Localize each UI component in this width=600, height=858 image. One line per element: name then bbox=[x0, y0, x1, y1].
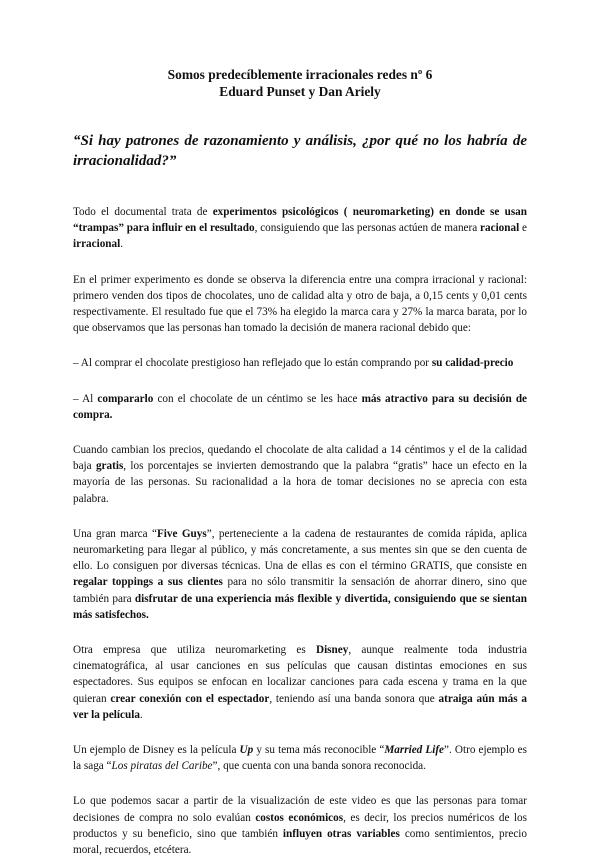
paragraph-intro: Todo el documental trata de experimentos psicológicos ( neuromarketing) en donde se usan “trampas” para influir en el resultado, consiguiendo que las personas actúen de manera racional e irracional. bbox=[73, 206, 527, 251]
paragraph-disney-example: Un ejemplo de Disney es la película Up y su tema más reconocible “Married Life”. Otro ejemplo es la saga “Los piratas del Caribe”, que cuenta con una banda sonora reconocida. bbox=[73, 744, 527, 773]
paragraph-five-guys: Una gran marca “Five Guys”, perteneciente a la cadena de restaurantes de comida rápida, aplica neuromarketing para llegar al público, y más concretamente, a sus mentes sin que se den cuenta de ello. Lo consiguen por diversas técnicas. Una de ellas es con el término GRATIS, que consiste en regalar toppings a sus clientes para no sólo transmitir la sensación de ahorrar dinero, sino que también para disfrutar de una experiencia más flexible y divertida, consiguiendo que se sientan más satisfechos. bbox=[73, 527, 528, 621]
paragraph-disney: Otra empresa que utiliza neuromarketing es Disney, aunque realmente toda industria cinematográfica, al usar canciones en sus películas que causan distintas emociones en sus espectadores. Sus equipos se enfocan en localizar canciones para cada escena y trama en la que quieran crear conexión con el espectador, teniendo así una banda sonora que atraiga aún más a ver la película. bbox=[73, 644, 528, 721]
document-title bbox=[73, 66, 527, 100]
paragraph-bullet-compare: – Al compararlo con el chocolate de un céntimo se les hace más atractivo para su decisión de compra. bbox=[73, 392, 528, 421]
title-line-1: Somos predecíblemente irracionales redes nº 6 bbox=[167, 67, 433, 82]
title-line-2: Eduard Punset y Dan Ariely bbox=[219, 84, 381, 99]
paragraph-conclusion: Lo que podemos sacar a partir de la visualización de este video es que las personas para tomar decisiones de compra no solo evalúan costos económicos, es decir, los precios numéricos de los productos y su beneficio, sino que también influyen otras variables como sentimientos, precio moral, recuerdos, etcétera. bbox=[73, 795, 527, 857]
opening-quote: “Si hay patrones de razonamiento y análisis, ¿por qué no los habría de irracionalidad?” bbox=[73, 133, 527, 169]
paragraph-bullet-quality: – Al comprar el chocolate prestigioso han reflejado que lo están comprando por su calidad-precio bbox=[73, 357, 514, 370]
paragraph-free: Cuando cambian los precios, quedando el chocolate de alta calidad a 14 céntimos y el de la calidad baja gratis, los porcentajes se invierten demostrando que la palabra “gratis” hace un efecto en la mayoría de las personas. Su racionalidad a la hora de tomar decisiones no se aprecia con esta palabra. bbox=[73, 444, 527, 505]
paragraph-experiment: En el primer experimento es donde se observa la diferencia entre una compra irracional y racional: primero venden dos tipos de chocolates, uno de calidad alta y otro de baja, a 0,15 cents y 0,01 cents respectivamente. El resultado fue que el 73% ha elegido la marca cara y 27% la marca barata, por lo que observamos que las personas han tomado la decisión de manera racional debido que: bbox=[73, 273, 527, 335]
